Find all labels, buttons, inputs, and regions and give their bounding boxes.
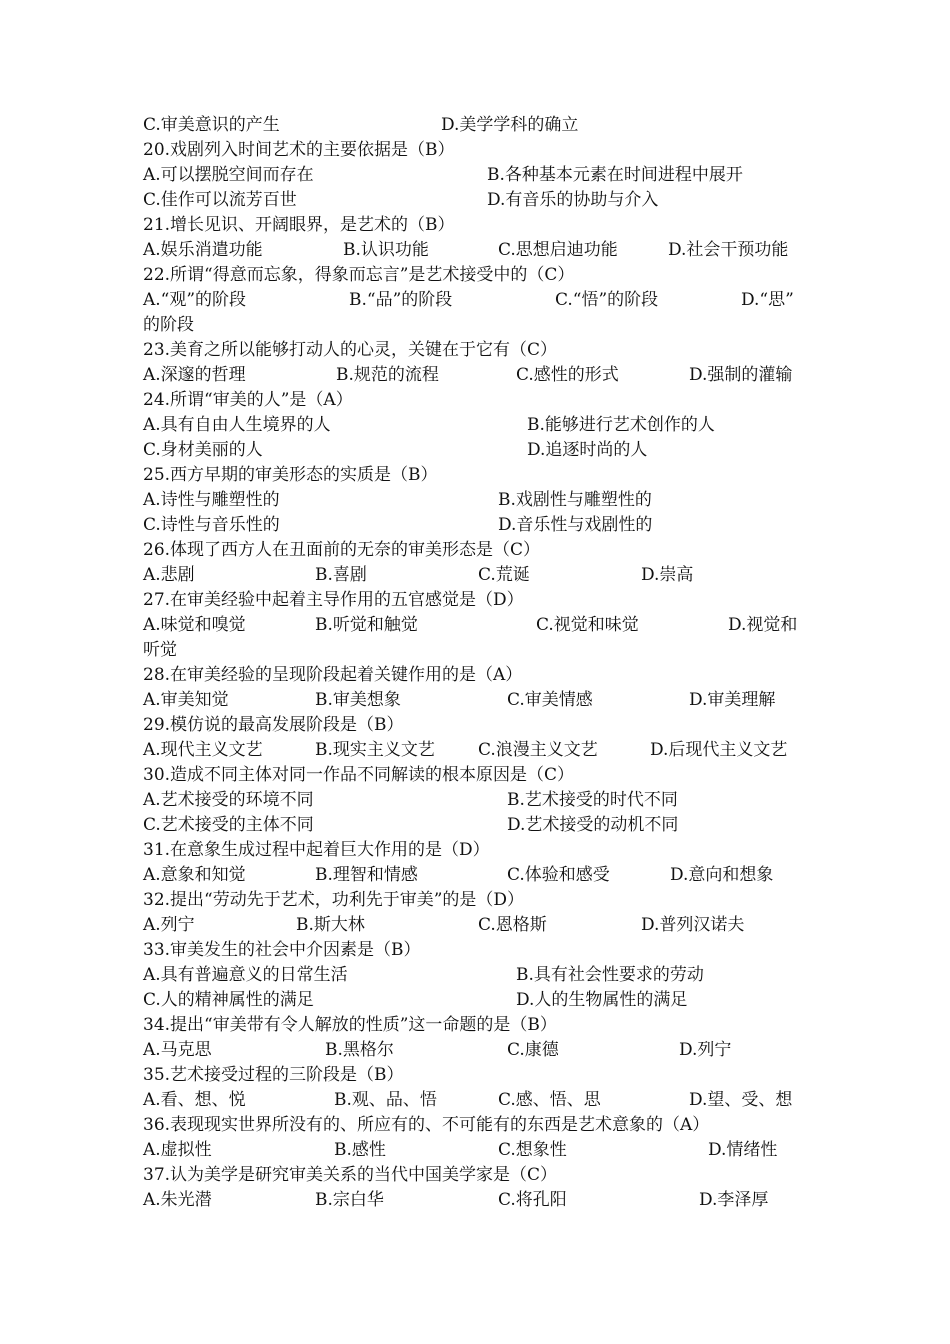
question-line: 22.所谓“得意而忘象，得象而忘言”是艺术接受中的（C） [143,265,575,285]
option-b: B.审美想象 [315,690,401,710]
option-a: A.具有自由人生境界的人 [143,415,331,435]
option-b: B.黑格尔 [325,1040,394,1060]
question-line: 31.在意象生成过程中起着巨大作用的是（D） [143,840,490,860]
option-a: A.审美知觉 [143,690,229,710]
option-b: B.“品”的阶段 [349,290,453,310]
option-c: C.佳作可以流芳百世 [143,190,297,210]
option-b: B.各种基本元素在时间进程中展开 [487,165,743,185]
option-a: A.看、想、悦 [143,1090,246,1110]
option-c: C.诗性与音乐性的 [143,515,280,535]
option-c: C.浪漫主义文艺 [478,740,598,760]
option-b: B.规范的流程 [336,365,439,385]
option-a: A.具有普遍意义的日常生活 [143,965,348,985]
option-a: A.虚拟性 [143,1140,212,1160]
option-b: B.宗白华 [315,1190,384,1210]
option-c: C.身材美丽的人 [143,440,263,460]
option-a: A.悲剧 [143,565,195,585]
option-a: A.意象和知觉 [143,865,246,885]
question-line: 30.造成不同主体对同一作品不同解读的根本原因是（C） [143,765,575,785]
question-line: 26.体现了西方人在丑面前的无奈的审美形态是（C） [143,540,541,560]
option-a: A.诗性与雕塑性的 [143,490,280,510]
option-a: A.艺术接受的环境不同 [143,790,314,810]
option-d: D.情绪性 [708,1140,778,1160]
question-line: 28.在审美经验的呈现阶段起着关键作用的是（A） [143,665,523,685]
option-c: C.审美意识的产生 [143,115,280,135]
option-a: A.“观”的阶段 [143,290,247,310]
question-line: 36.表现现实世界所没有的、所应有的、不可能有的东西是艺术意象的（A） [143,1115,710,1135]
option-a: A.朱光潜 [143,1190,212,1210]
option-c: C.人的精神属性的满足 [143,990,314,1010]
option-b: B.艺术接受的时代不同 [507,790,678,810]
question-line: 29.模仿说的最高发展阶段是（B） [143,715,404,735]
option-b: B.现实主义文艺 [315,740,435,760]
option-a: A.现代主义文艺 [143,740,263,760]
option-b: B.能够进行艺术创作的人 [527,415,715,435]
option-b: B.理智和情感 [315,865,418,885]
option-d: D.社会干预功能 [668,240,789,260]
option-c: C.体验和感受 [507,865,610,885]
option-a: A.列宁 [143,915,195,935]
option-a: A.娱乐消遣功能 [143,240,263,260]
option-c: C.感性的形式 [516,365,619,385]
option-d: D.视觉和 [728,615,798,635]
option-c: C.“悟”的阶段 [555,290,659,310]
option-a: A.马克思 [143,1040,212,1060]
option-b: B.感性 [334,1140,386,1160]
question-line: 24.所谓“审美的人”是（A） [143,390,353,410]
option-b: B.斯大林 [296,915,365,935]
question-line: 21.增长见识、开阔眼界，是艺术的（B） [143,215,455,235]
option-b: B.认识功能 [343,240,429,260]
question-line: 20.戏剧列入时间艺术的主要依据是（B） [143,140,455,160]
option-c: C.想象性 [498,1140,567,1160]
question-line: 34.提出“审美带有令人解放的性质”这一命题的是（B） [143,1015,557,1035]
continuation-line: 听觉 [143,640,177,660]
option-c: C.审美情感 [507,690,593,710]
option-c: C.艺术接受的主体不同 [143,815,314,835]
option-d: D.审美理解 [689,690,776,710]
question-line: 33.审美发生的社会中介因素是（B） [143,940,421,960]
continuation-line: 的阶段 [143,315,194,335]
question-line: 25.西方早期的审美形态的实质是（B） [143,465,438,485]
option-d: D.人的生物属性的满足 [516,990,688,1010]
option-d: D.“思” [741,290,794,310]
question-line: 23.美育之所以能够打动人的心灵，关键在于它有（C） [143,340,558,360]
option-c: C.思想启迪功能 [498,240,618,260]
option-c: C.感、悟、思 [498,1090,601,1110]
option-a: A.深邃的哲理 [143,365,246,385]
option-d: D.追逐时尚的人 [527,440,648,460]
option-c: C.荒诞 [478,565,530,585]
option-d: D.后现代主义文艺 [650,740,788,760]
option-b: B.喜剧 [315,565,367,585]
option-b: B.观、品、悟 [334,1090,437,1110]
option-d: D.崇高 [641,565,694,585]
option-d: D.列宁 [679,1040,732,1060]
option-a: A.味觉和嗅觉 [143,615,246,635]
option-d: D.艺术接受的动机不同 [507,815,679,835]
option-a: A.可以摆脱空间而存在 [143,165,314,185]
option-c: C.视觉和味觉 [536,615,639,635]
option-c: C.恩格斯 [478,915,547,935]
option-d: D.美学学科的确立 [441,115,579,135]
option-d: D.有音乐的协助与介入 [487,190,659,210]
option-b: B.戏剧性与雕塑性的 [498,490,652,510]
option-d: D.望、受、想 [689,1090,793,1110]
question-line: 32.提出“劳动先于艺术，功利先于审美”的是（D） [143,890,525,910]
option-b: B.听觉和触觉 [315,615,418,635]
question-line: 27.在审美经验中起着主导作用的五官感觉是（D） [143,590,524,610]
question-line: 37.认为美学是研究审美关系的当代中国美学家是（C） [143,1165,558,1185]
option-d: D.李泽厚 [699,1190,769,1210]
question-line: 35.艺术接受过程的三阶段是（B） [143,1065,404,1085]
option-c: C.将孔阳 [498,1190,567,1210]
option-b: B.具有社会性要求的劳动 [516,965,704,985]
option-d: D.普列汉诺夫 [641,915,745,935]
option-d: D.强制的灌输 [689,365,793,385]
option-d: D.意向和想象 [670,865,774,885]
option-d: D.音乐性与戏剧性的 [498,515,653,535]
option-c: C.康德 [507,1040,559,1060]
